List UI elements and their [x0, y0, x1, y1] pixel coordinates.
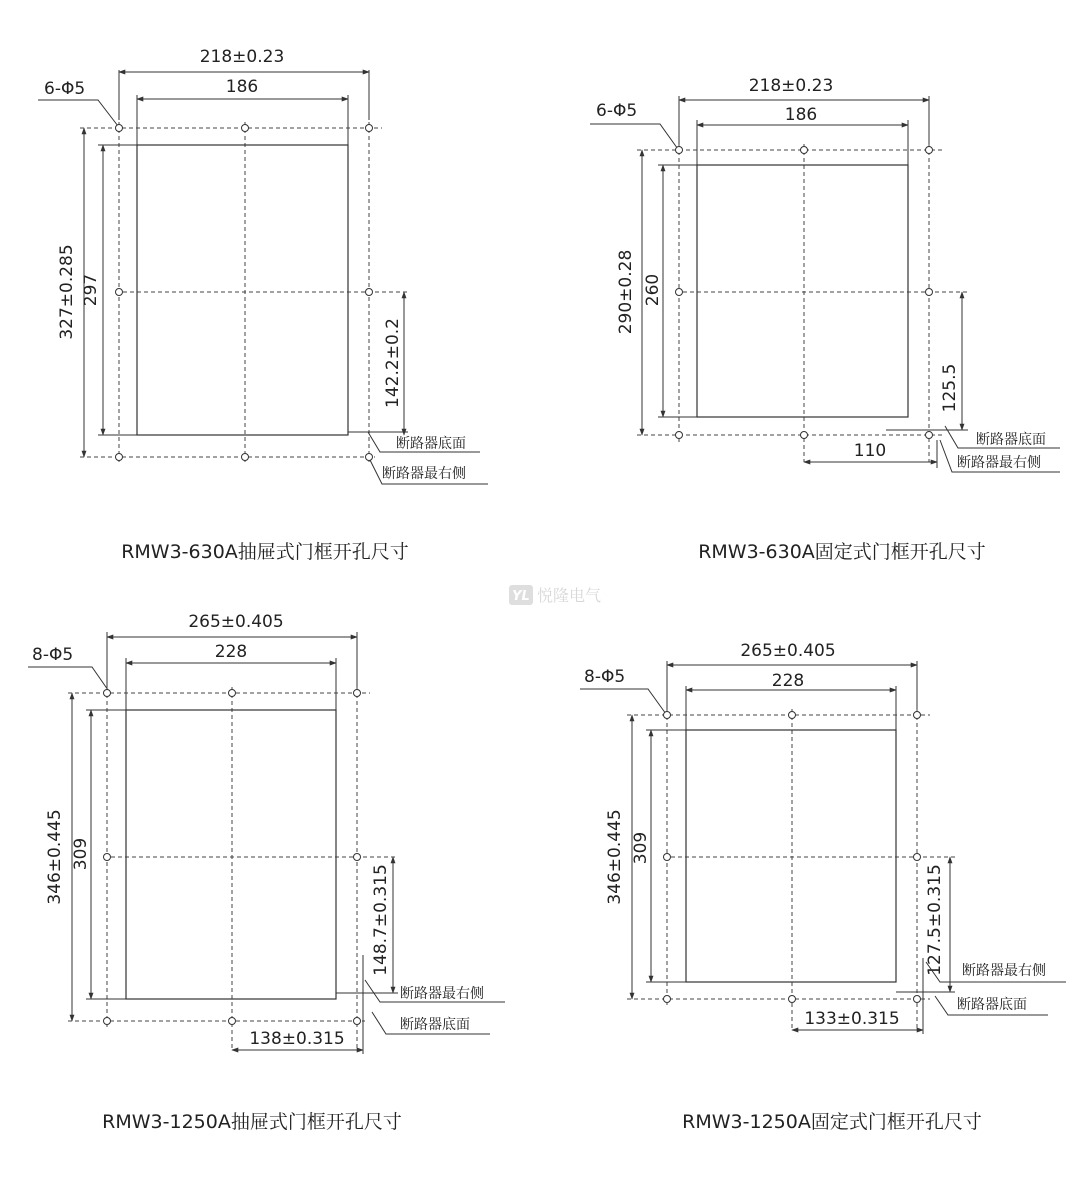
mounting-hole [366, 289, 373, 296]
note-bottom: 断路器底面 [400, 1017, 470, 1033]
note-bottom: 断路器底面 [957, 997, 1027, 1013]
cutout-rect [126, 710, 336, 999]
dim-inner-height: 260 [643, 273, 663, 307]
dim-outer-height: 327±0.285 [57, 244, 77, 340]
dim-outer-width: 218±0.23 [199, 47, 285, 67]
dim-outer-width: 265±0.405 [740, 641, 836, 661]
mounting-hole [354, 1018, 361, 1025]
note-right: 断路器最右侧 [382, 466, 466, 482]
dim-center-height: 148.7±0.315 [371, 864, 391, 976]
mounting-hole [366, 125, 373, 132]
dim-outer-height: 346±0.445 [605, 809, 625, 905]
dim-outer-width: 218±0.23 [748, 76, 834, 96]
diagram-630a-fixed [590, 76, 1060, 563]
mounting-hole [801, 147, 808, 154]
dim-inner-height: 309 [71, 837, 91, 871]
dim-bottom-width: 138±0.315 [249, 1029, 345, 1049]
mounting-hole [229, 690, 236, 697]
mounting-hole [676, 432, 683, 439]
note-bottom: 断路器底面 [396, 436, 466, 452]
mounting-hole [914, 712, 921, 719]
dim-bottom-width: 110 [853, 441, 887, 461]
watermark [509, 585, 601, 605]
cutout-rect [137, 145, 348, 435]
note-right: 断路器最右侧 [957, 455, 1041, 471]
dim-inner-width: 228 [771, 671, 805, 691]
watermark-text: 悦隆电气 [537, 586, 602, 605]
mounting-hole [116, 125, 123, 132]
watermark-logo-mark: YL [512, 589, 530, 604]
dim-center-height: 142.2±0.2 [383, 318, 403, 408]
dim-inner-width: 228 [214, 642, 248, 662]
cutout-rect [686, 730, 896, 982]
hole-label: 6-Φ5 [44, 79, 86, 99]
mounting-hole [104, 854, 111, 861]
mounting-hole [926, 432, 933, 439]
hole-leader [580, 689, 666, 714]
mounting-hole [801, 432, 808, 439]
dim-inner-width: 186 [225, 77, 259, 97]
hole-label: 8-Φ5 [32, 645, 74, 665]
mounting-hole [104, 1018, 111, 1025]
hole-leader [38, 100, 118, 126]
note-bottom: 断路器底面 [976, 432, 1046, 448]
note-right: 断路器最右侧 [400, 986, 484, 1002]
mounting-hole [229, 1018, 236, 1025]
dim-inner-height: 297 [81, 273, 101, 307]
dim-center-height: 127.5±0.315 [925, 864, 945, 976]
dim-inner-height: 309 [631, 831, 651, 865]
mounting-hole [789, 712, 796, 719]
hole-label: 6-Φ5 [596, 101, 638, 121]
mounting-hole [116, 454, 123, 461]
mounting-hole [116, 289, 123, 296]
mounting-hole [354, 854, 361, 861]
mounting-hole [789, 996, 796, 1003]
dim-bottom-width: 133±0.315 [804, 1009, 900, 1029]
mounting-hole [676, 289, 683, 296]
mounting-hole [926, 147, 933, 154]
mounting-hole [914, 854, 921, 861]
hole-leader [590, 124, 680, 152]
diagram-caption: RMW3-630A抽屉式门框开孔尺寸 [121, 541, 409, 563]
mounting-hole [664, 996, 671, 1003]
mounting-hole [242, 454, 249, 461]
mounting-hole [104, 690, 111, 697]
hole-label: 8-Φ5 [584, 667, 626, 687]
diagram-1250a-drawout [28, 612, 505, 1133]
dim-outer-height: 346±0.445 [45, 809, 65, 905]
mounting-hole [354, 690, 361, 697]
mounting-hole [914, 996, 921, 1003]
mounting-hole [664, 712, 671, 719]
diagram-630a-drawout [38, 47, 488, 563]
mounting-hole [366, 454, 373, 461]
mounting-hole [242, 125, 249, 132]
dim-inner-width: 186 [784, 105, 818, 125]
diagram-caption: RMW3-1250A固定式门框开孔尺寸 [682, 1111, 982, 1133]
note-right: 断路器最右侧 [962, 963, 1046, 979]
diagram-caption: RMW3-1250A抽屉式门框开孔尺寸 [102, 1111, 402, 1133]
dim-center-height: 125.5 [940, 363, 960, 413]
diagram-caption: RMW3-630A固定式门框开孔尺寸 [698, 541, 986, 563]
dim-outer-height: 290±0.28 [616, 249, 636, 335]
mounting-hole [664, 854, 671, 861]
cutout-rect [697, 165, 908, 417]
mounting-hole [676, 147, 683, 154]
hole-leader [28, 667, 108, 690]
diagram-1250a-fixed [580, 641, 1066, 1133]
dim-outer-width: 265±0.405 [188, 612, 284, 632]
mounting-hole [926, 289, 933, 296]
